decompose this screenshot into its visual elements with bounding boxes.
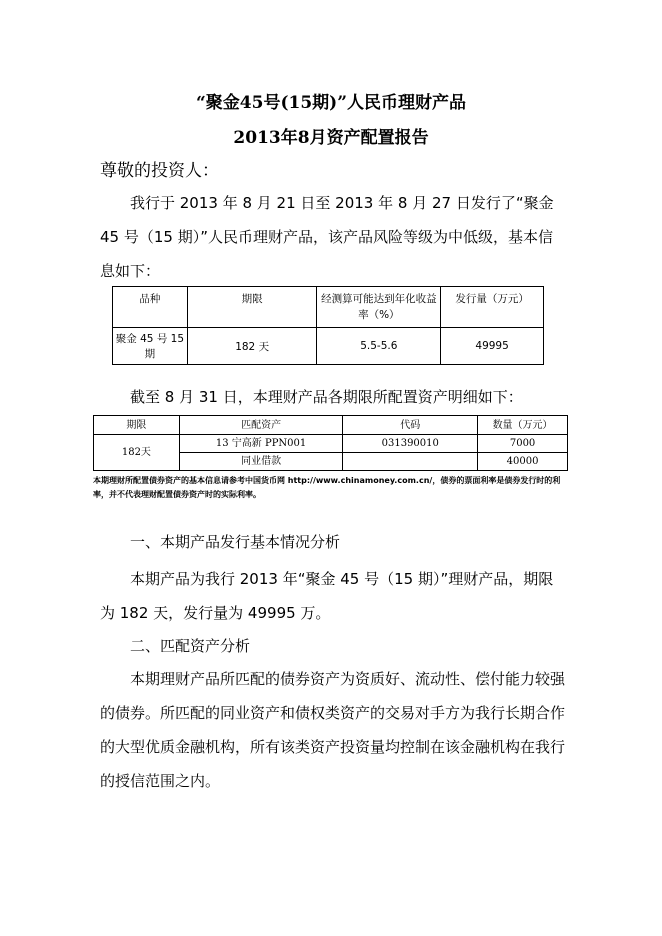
table-header-cell: 数量（万元） bbox=[478, 416, 568, 435]
section-2-text: 本期理财产品所匹配的债券资产为资质好、流动性、偿付能力较强的债券。所匹配的同业资产和债权类资产的交易对手方为我行长期合作的大型优质金融机构，所有该类资产投资量均控制在该金融机构在我行的授信范围之内。 bbox=[100, 670, 566, 790]
table-header-cell: 期限 bbox=[187, 287, 317, 328]
amount-cell: 7000 bbox=[478, 435, 568, 453]
table-header-cell: 品种 bbox=[113, 287, 188, 328]
yield-cell: 5.5-5.6 bbox=[317, 328, 441, 365]
product-name-cell: 聚金 45 号 15 期 bbox=[113, 328, 188, 365]
table-header-cell: 匹配资产 bbox=[179, 416, 343, 435]
section-1-text: 本期产品为我行 2013 年“聚金 45 号（15 期）”理财产品，期限为 182 天，发行量为 49995 万。 bbox=[100, 570, 554, 622]
intro-paragraph: 我行于 2013 年 8 月 21 日至 2013 年 8 月 27 日发行了“聚金 45 号（15 期）”人民币理财产品，该产品风险等级为中低级，基本信息如下： bbox=[100, 194, 554, 280]
section-2-heading: 二、匹配资产分析 bbox=[130, 637, 251, 655]
table-row bbox=[94, 435, 568, 453]
salutation: 尊敬的投资人： bbox=[100, 161, 219, 181]
table-header-cell: 发行量（万元） bbox=[441, 287, 544, 328]
table-header-cell: 代码 bbox=[343, 416, 478, 435]
table-header-cell: 期限 bbox=[94, 416, 180, 435]
code-cell: 031390010 bbox=[343, 435, 478, 453]
report-subtitle: 2013年8月资产配置报告 bbox=[233, 128, 429, 148]
footnote: 本期理财所配置债券资产的基本信息请参考中国货币网 http://www.chinamoney.com.cn/，债券的票面利率是债券发行时的利率，并不代表理财配置债券资产时的实际利率。 bbox=[93, 476, 561, 499]
term-cell: 182天 bbox=[94, 435, 180, 471]
asset-intro-paragraph: 截至 8 月 31 日，本理财产品各期限所配置资产明细如下： bbox=[130, 388, 523, 406]
product-info-table bbox=[112, 286, 544, 365]
section-1-heading: 一、本期产品发行基本情况分析 bbox=[130, 533, 341, 551]
table-header-row bbox=[113, 287, 544, 328]
asset-cell: 13 宁高新 PPN001 bbox=[179, 435, 343, 453]
table-header-cell: 经测算可能达到年化收益率（%） bbox=[317, 287, 441, 328]
report-title: “聚金45号(15期)”人民币理财产品 bbox=[196, 93, 466, 113]
table-row bbox=[113, 328, 544, 365]
code-cell bbox=[343, 453, 478, 471]
asset-cell: 同业借款 bbox=[179, 453, 343, 471]
table-header-row bbox=[94, 416, 568, 435]
issue-amount-cell: 49995 bbox=[441, 328, 544, 365]
asset-allocation-table bbox=[93, 415, 568, 471]
amount-cell: 40000 bbox=[478, 453, 568, 471]
term-cell: 182 天 bbox=[187, 328, 317, 365]
